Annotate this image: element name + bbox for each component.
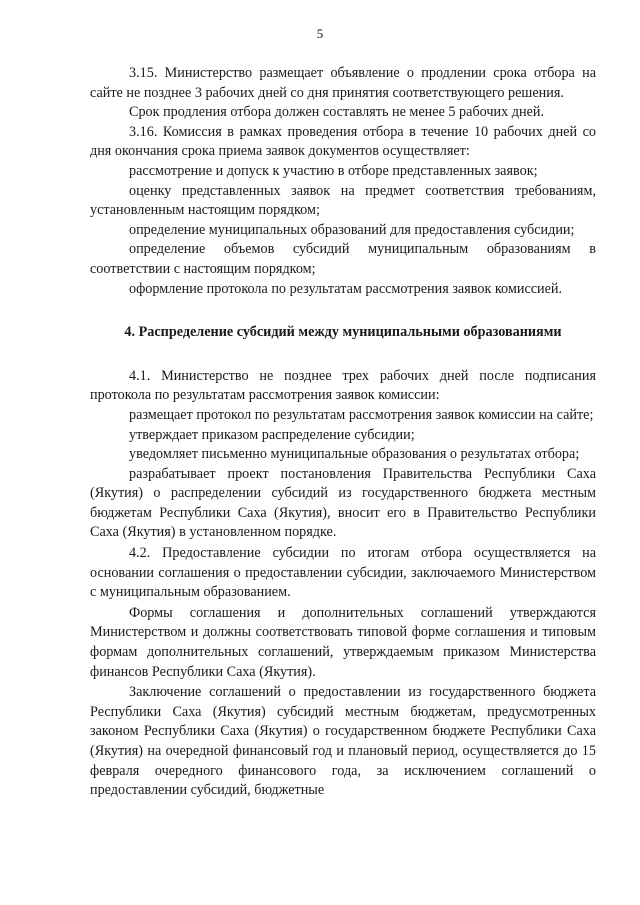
paragraph: оформление протокола по результатам рассмотрения заявок комиссией. [129, 280, 563, 297]
paragraph: рассмотрение и допуск к участию в отборе представленных заявок; [129, 162, 538, 179]
paragraph: оценку представленных заявок на предмет соответствия требованиям, установленным настоящим порядком; [90, 182, 596, 219]
paragraph: Формы соглашения и дополнительных соглашений утверждаются Министерством и должны соответствовать типовой форме соглашения и типовым формам дополнительных соглашений, утверждаемым приказом Министерства финансов Республики Саха (Якутия). [90, 604, 596, 680]
paragraph: разрабатывает проект постановления Правительства Республики Саха (Якутия) о распределении субсидий из государственного бюджета местным бюджетам Республики Саха (Якутия), вносит его в Правительство Республики Саха (Якутия) в установленном порядке. [90, 465, 596, 541]
paragraph: определение объемов субсидий муниципальным образованиям в соответствии с настоящим порядком; [90, 241, 596, 277]
paragraph: Срок продления отбора должен составлять не менее 5 рабочих дней. [129, 104, 545, 121]
paragraph: 3.16. Комиссия в рамках проведения отбора в течение 10 рабочих дней со дня окончания срока приема заявок документов осуществляет: [90, 123, 596, 160]
page-number: 5 [316, 26, 324, 41]
paragraph: определение муниципальных образований для предоставления субсидии; [129, 221, 575, 238]
paragraph: 4.2. Предоставление субсидии по итогам отбора осуществляется на основании соглашения о предоставлении субсидии, заключаемого Министерством с муниципальным образованием. [90, 545, 596, 601]
document-body [90, 64, 596, 801]
paragraph: 3.15. Министерство размещает объявление о продлении срока отбора на сайте не позднее 3 рабочих дней со дня принятия соответствующего решения. [90, 65, 596, 101]
paragraph: размещает протокол по результатам рассмотрения заявок комиссии на сайте; [129, 406, 594, 423]
paragraph: 4.1. Министерство не позднее трех рабочих дней после подписания протокола по результатам рассмотрения заявок комиссии: [90, 367, 596, 404]
section-heading: 4. Распределение субсидий между муниципальными образованиями [124, 324, 562, 341]
paragraph: уведомляет письменно муниципальные образования о результатах отбора; [129, 446, 580, 463]
paragraph: Заключение соглашений о предоставлении из государственного бюджета Республики Саха (Якутия) субсидий местным бюджетам, предусмотренных законом Республики Саха (Якутия) о государственном бюджете Республики Саха (Якутия) на очередной финансовый год и плановый период, осуществляется до 15 февраля очередного финансового года, за исключением соглашений о предоставлении субсидий, бюджетные [90, 684, 596, 799]
paragraph: утверждает приказом распределение субсидии; [129, 426, 415, 443]
